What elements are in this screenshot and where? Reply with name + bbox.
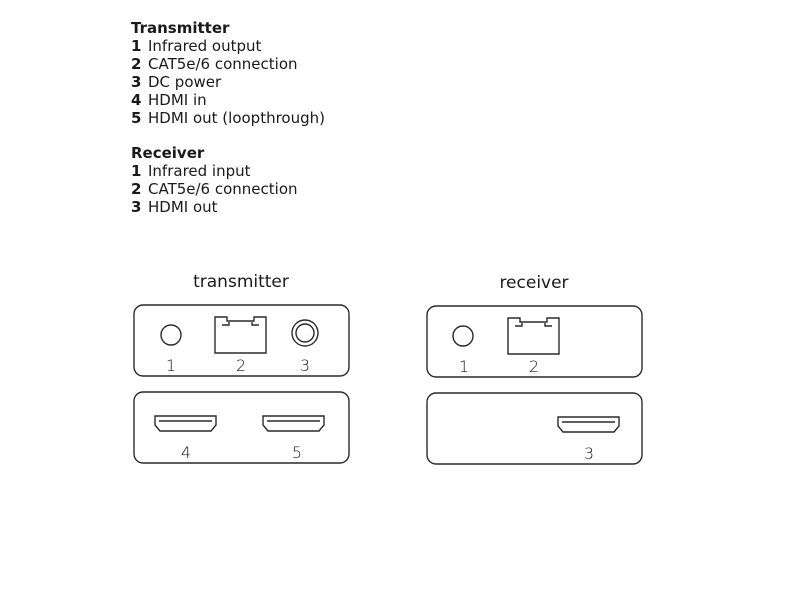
legend-item-label: Infrared input [148, 162, 251, 180]
receiver-back-panel [427, 393, 642, 464]
hdmi-in-port [155, 416, 216, 431]
port-number-label: 3 [299, 356, 311, 375]
rj45-port-clip [515, 323, 552, 326]
legend-item-number: 5 [131, 109, 142, 127]
infrared-input-port [453, 326, 473, 346]
rj45-port [508, 318, 559, 354]
dc-power-jack [292, 320, 318, 346]
port-number-label: 3 [583, 444, 595, 463]
legend-item-label: HDMI in [148, 91, 207, 109]
legend-item-label: HDMI out [148, 198, 218, 216]
port-number-label: 1 [165, 356, 177, 375]
infrared-output-port [161, 325, 181, 345]
legend-item-number: 1 [131, 162, 142, 180]
transmitter-front-panel [134, 305, 349, 376]
rj45-port-clip [222, 322, 259, 325]
port-number-label: 4 [180, 443, 192, 462]
legend-item-number: 4 [131, 91, 142, 109]
hdmi-out-port [263, 416, 324, 431]
transmitter-legend-heading: Transmitter [131, 19, 230, 37]
transmitter-back-housing [134, 392, 349, 463]
port-number-label: 1 [458, 357, 470, 376]
hdmi-out-port [558, 417, 619, 432]
legend-item-label: CAT5e/6 connection [148, 55, 298, 73]
transmitter-back-panel [134, 392, 349, 463]
legend-item-number: 1 [131, 37, 142, 55]
dc-power-jack-inner [296, 324, 314, 342]
rj45-port [215, 317, 266, 353]
legend-item-number: 2 [131, 55, 142, 73]
legend-item-label: HDMI out (loopthrough) [148, 109, 325, 127]
port-number-label: 2 [235, 356, 247, 375]
legend-item-label: CAT5e/6 connection [148, 180, 298, 198]
port-number-label: 5 [291, 443, 303, 462]
legend-item-label: Infrared output [148, 37, 262, 55]
legend-item-label: DC power [148, 73, 222, 91]
port-number-label: 2 [528, 357, 540, 376]
receiver-title: receiver [499, 273, 569, 293]
receiver-front-panel [427, 306, 642, 377]
transmitter-title: transmitter [193, 272, 289, 292]
receiver-back-housing [427, 393, 642, 464]
legend-item-number: 2 [131, 180, 142, 198]
legend-item-number: 3 [131, 73, 142, 91]
receiver-legend-heading: Receiver [131, 144, 205, 162]
legend-item-number: 3 [131, 198, 142, 216]
